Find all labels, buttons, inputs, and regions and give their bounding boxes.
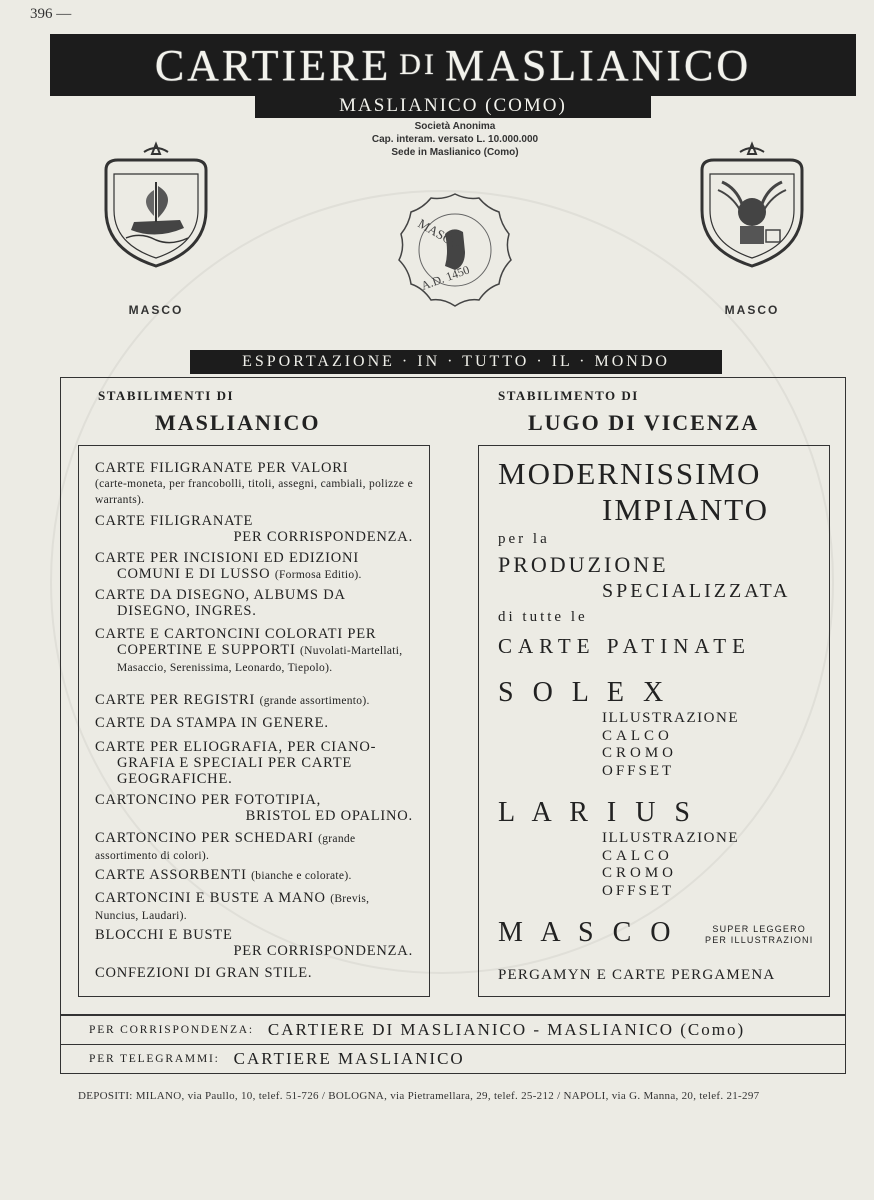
- right-brand-label: MASCO: [724, 303, 780, 317]
- depositi-line: DEPOSITI: MILANO, via Paullo, 10, telef. 51-726 / BOLOGNA, via Pietramellara, 29, telef. 25-212 / NAPOLI, via G. Manna, 20, telef. 21-297: [78, 1090, 760, 1102]
- correspondence-label: PER CORRISPONDENZA:: [89, 1024, 254, 1036]
- pergamyn-text: PERGAMYN E CARTE PERGAMENA: [498, 967, 776, 983]
- location-banner: MASLIANICO (COMO): [255, 94, 651, 118]
- telegram-label: PER TELEGRAMMI:: [89, 1053, 220, 1065]
- title-mid: DI: [399, 48, 437, 81]
- telegram-value: CARTIERE MASLIANICO: [233, 1049, 465, 1068]
- specializzata-text: SPECIALIZZATA: [602, 580, 791, 602]
- masco-seal: [395, 190, 515, 315]
- list-item: CARTONCINO PER SCHEDARI (grande assortimento di colori).: [95, 830, 356, 862]
- list-item: BLOCCHI E BUSTE PER CORRISPONDENZA.: [95, 927, 413, 959]
- left-brand-label: MASCO: [128, 303, 184, 317]
- di-tutte-text: di tutte le: [498, 609, 588, 625]
- carte-patinate-text: CARTE PATINATE: [498, 634, 751, 658]
- impianto-text: IMPIANTO: [602, 492, 769, 527]
- right-heading-big: LUGO DI VICENZA: [528, 410, 760, 435]
- correspondence-value: CARTIERE DI MASLIANICO - MASLIANICO (Como): [267, 1020, 746, 1039]
- solex-name: S O L E X: [498, 677, 670, 708]
- company-line: Cap. interam. versato L. 10.000.000: [371, 134, 539, 145]
- seal-icon: [395, 190, 515, 310]
- list-item: CARTE DA STAMPA IN GENERE.: [95, 715, 329, 731]
- page-number: 396 —: [30, 6, 72, 22]
- list-item: CARTE FILIGRANATE PER CORRISPONDENZA.: [95, 513, 413, 545]
- title-left: CARTIERE: [154, 40, 392, 90]
- solex-types: ILLUSTRAZIONE CALCO CROMO OFFSET: [602, 710, 739, 779]
- lion-shield-icon: [692, 140, 812, 270]
- list-item: CARTE PER INCISIONI ED EDIZIONI COMUNI E DI LUSSO (Formosa Editio).: [95, 550, 362, 582]
- produzione-text: PRODUZIONE: [498, 552, 669, 577]
- correspondence-bar: [60, 1015, 846, 1045]
- modernissimo-text: MODERNISSIMO: [498, 456, 762, 491]
- list-item: CARTONCINI E BUSTE A MANO (Brevis, Nuncius, Laudari).: [95, 890, 370, 922]
- list-item: CARTONCINO PER FOTOTIPIA, BRISTOL ED OPALINO.: [95, 792, 413, 824]
- seal-text-top: MASCO: [415, 215, 464, 252]
- telegram-bar: [60, 1044, 846, 1074]
- title-right: MASLIANICO: [444, 40, 752, 90]
- ship-shield-icon: [96, 140, 216, 270]
- list-item: CARTE E CARTONCINI COLORATI PER COPERTINE E SUPPORTI (Nuvolati-Martellati, Masaccio, Serenissima, Leonardo, Tiepolo).: [95, 626, 403, 674]
- ship-shield-logo: [96, 140, 216, 275]
- masco-note: SUPER LEGGERO PER ILLUSTRAZIONI: [705, 924, 814, 945]
- export-banner: ESPORTAZIONE · IN · TUTTO · IL · MONDO: [190, 350, 722, 374]
- right-heading-small: STABILIMENTO DI: [498, 388, 639, 403]
- company-line: Sede in Maslianico (Como): [391, 147, 519, 158]
- list-item: CARTE PER REGISTRI (grande assortimento).: [95, 692, 370, 708]
- left-heading-big: MASLIANICO: [155, 410, 321, 435]
- lion-shield-logo: [692, 140, 812, 275]
- list-item: CONFEZIONI DI GRAN STILE.: [95, 965, 313, 981]
- list-item: CARTE PER ELIOGRAFIA, PER CIANO- GRAFIA E SPECIALI PER CARTE GEOGRAFICHE.: [95, 739, 377, 787]
- list-item: CARTE ASSORBENTI (bianche e colorate).: [95, 867, 352, 883]
- company-info: [300, 120, 610, 159]
- left-heading-small: STABILIMENTI DI: [98, 388, 235, 403]
- list-item: CARTE DA DISEGNO, ALBUMS DA DISEGNO, INGRES.: [95, 587, 346, 619]
- title-banner: [50, 34, 856, 96]
- seal-text-bottom: A.D. 1450: [419, 262, 472, 293]
- company-line: Società Anonima: [414, 121, 496, 132]
- masco-name: M A S C O: [498, 917, 677, 948]
- per-la-text: per la: [498, 531, 550, 547]
- list-item: CARTE FILIGRANATE PER VALORI (carte-moneta, per francobolli, titoli, assegni, cambiali, polizze e warrants).: [95, 460, 413, 506]
- larius-name: L A R I U S: [498, 797, 696, 828]
- larius-types: ILLUSTRAZIONE CALCO CROMO OFFSET: [602, 830, 739, 899]
